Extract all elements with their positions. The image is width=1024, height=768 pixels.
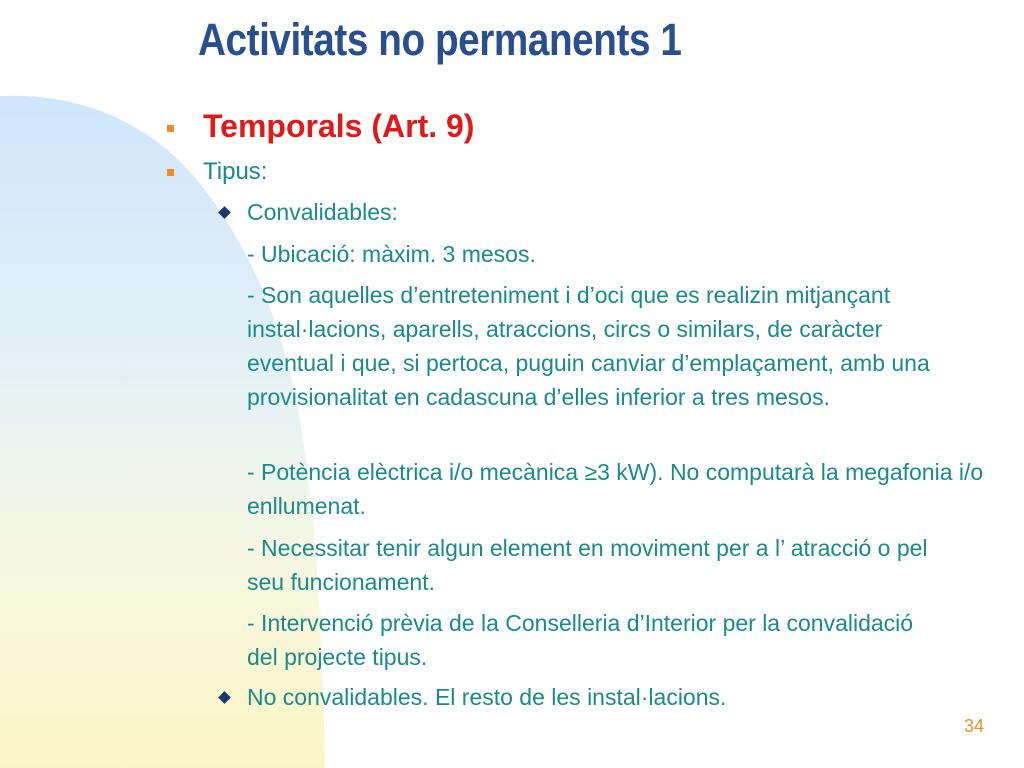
- item-ubicacio: - Ubicació: màxim. 3 mesos.: [247, 241, 536, 267]
- no-convalidables-text: No convalidables. El resto de les instal·lacions.: [247, 684, 727, 710]
- item-definicio: - Son aquelles d’entreteniment i d’oci que es realizin mitjançant instal·lacions, aparells, atraccions, circs o similars, de caràcter eventual i que, si pertoca, puguin canviar d’emplaçament, amb una provisionalitat en cadascuna d’elles inferior a tres mesos.: [247, 282, 930, 410]
- item-potencia: - Potència elèctrica i/o mecànica ≥3 kW). No computarà la megafonia i/o enllumenat.: [247, 459, 984, 519]
- square-bullet-icon: [167, 125, 174, 132]
- convalidables-label: Convalidables:: [247, 199, 398, 225]
- tipus-label: Tipus:: [203, 158, 268, 185]
- item-moviment: - Necessitar tenir algun element en moviment per a l’ atracció o pel seu funcionament.: [247, 535, 928, 595]
- heading-temporals: Temporals (Art. 9): [203, 108, 475, 144]
- slide-title: Activitats no permanents 1: [198, 14, 682, 65]
- page-number: 34: [964, 716, 985, 736]
- square-bullet-icon: [167, 169, 174, 176]
- item-intervencio: - Intervenció prèvia de la Conselleria d’Interior per la convalidació del projecte tipus.: [247, 610, 914, 670]
